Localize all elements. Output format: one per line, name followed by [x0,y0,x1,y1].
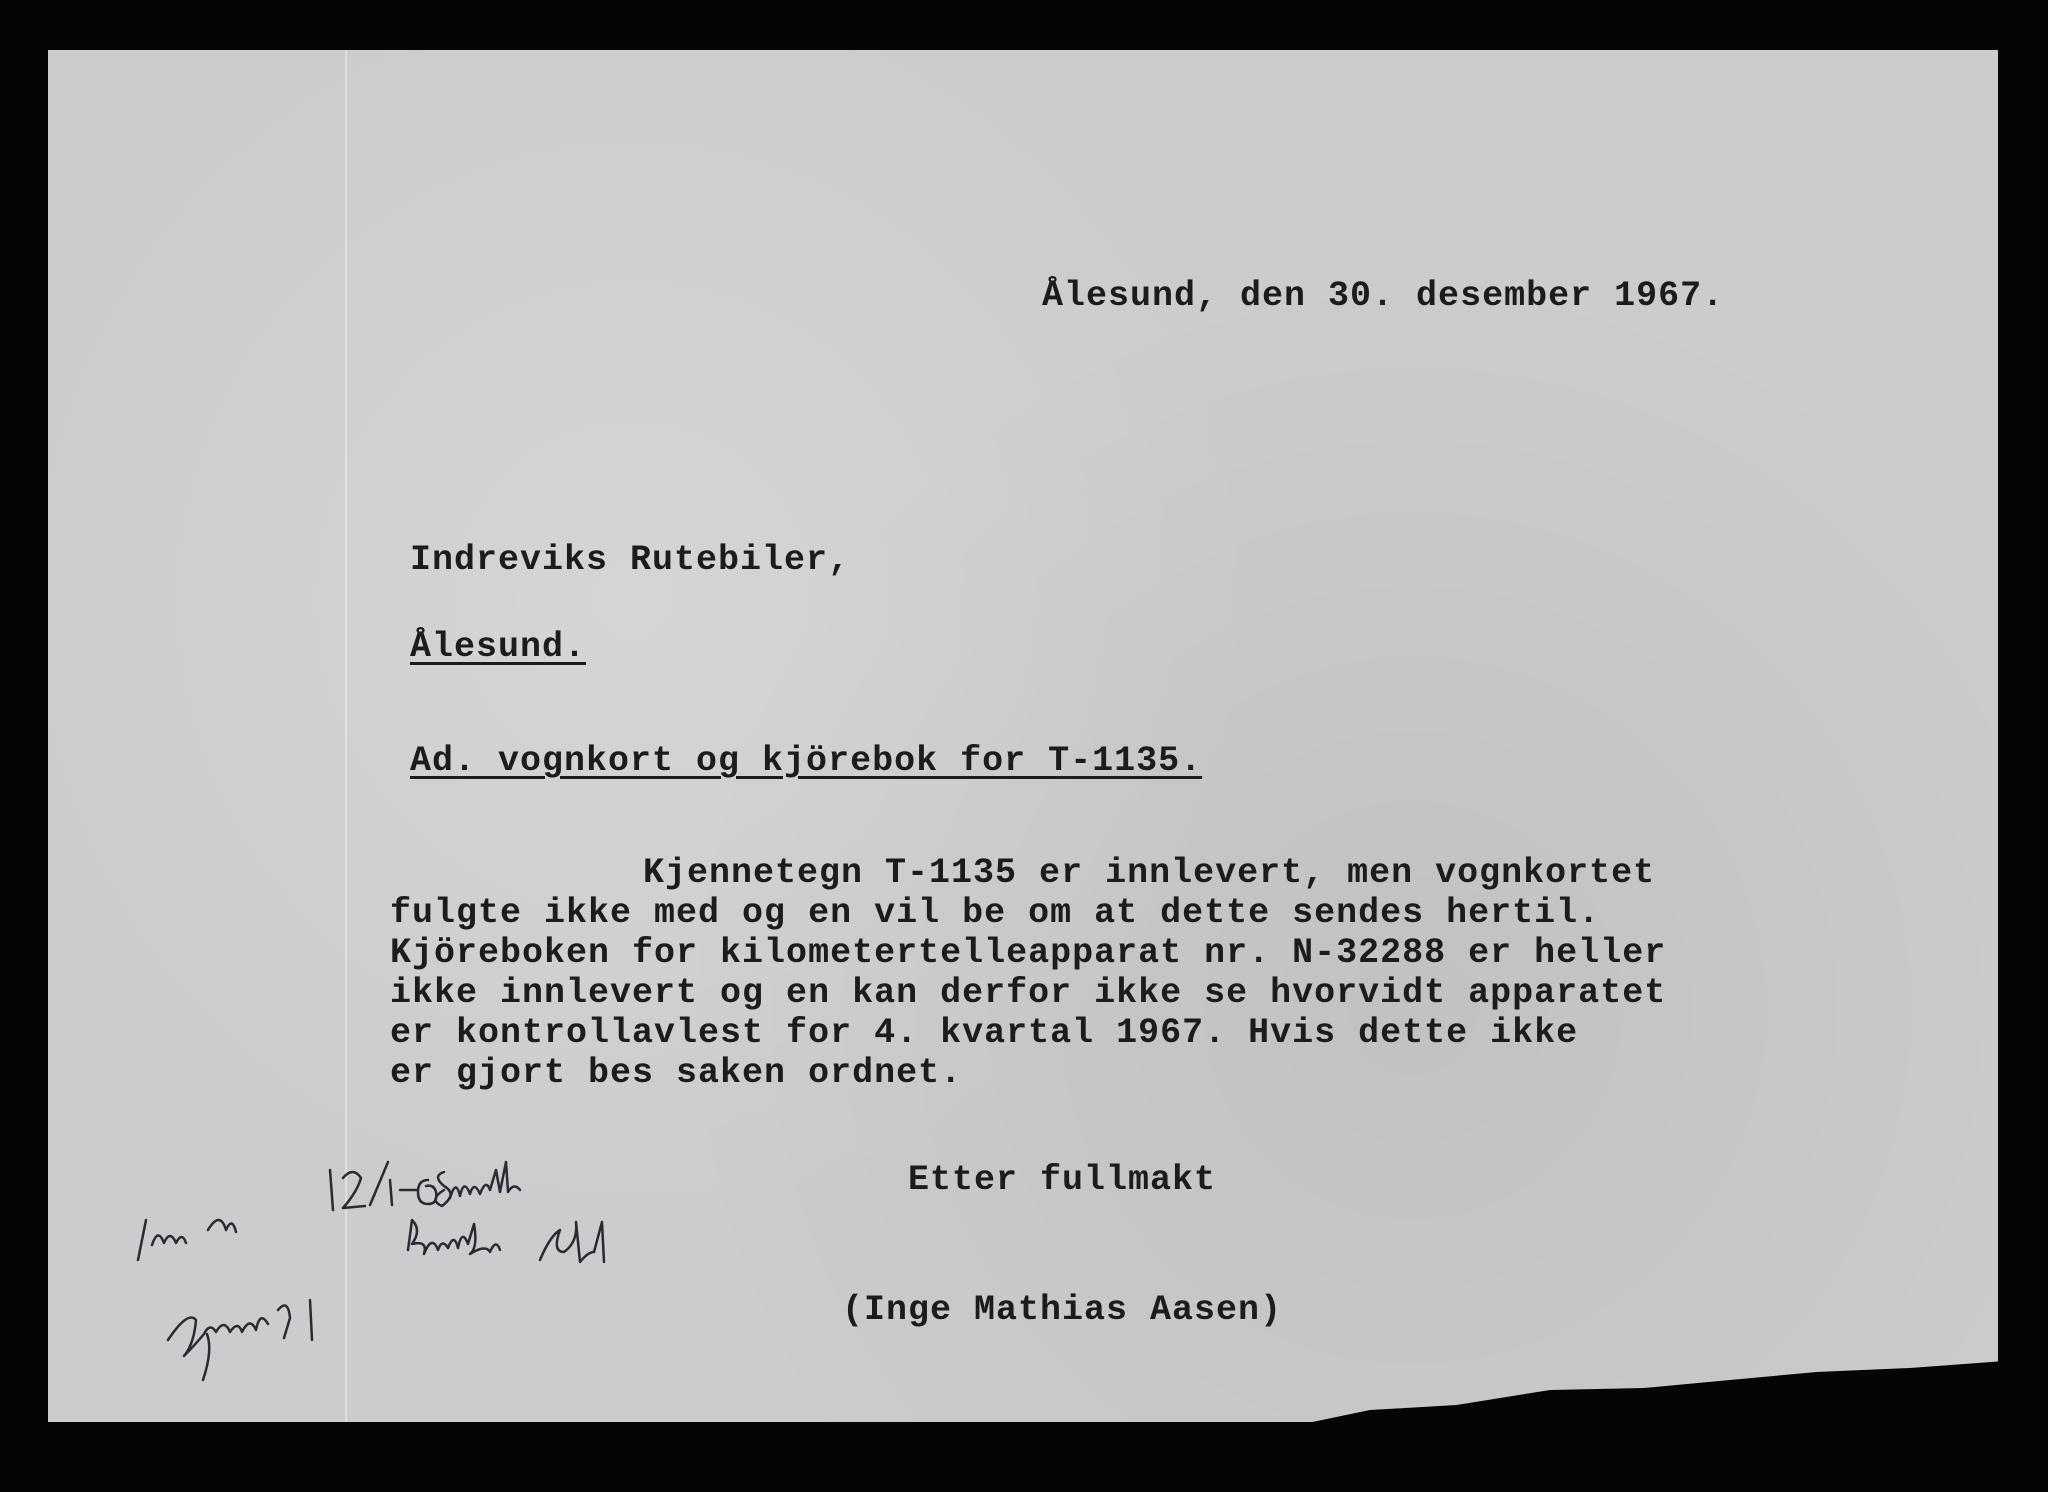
body-line: er kontrollavlest for 4. kvartal 1967. Hvis dette ikke [390,1013,1579,1053]
closing: Etter fullmakt [908,1160,1217,1200]
handwritten-note [48,50,1998,1422]
body-line: Kjöreboken for kilometertelleapparat nr. N-32288 er heller [390,933,1667,973]
recipient-name: Indreviks Rutebiler, [410,540,851,580]
body-line: ikke innlevert og en kan derfor ikke se hvorvidt apparatet [390,973,1667,1013]
signatory: (Inge Mathias Aasen) [842,1290,1283,1330]
subject-line: Ad. vognkort og kjörebok for T-1135. [410,741,1203,781]
body-line: er gjort bes saken ordnet. [390,1053,963,1093]
date-line: Ålesund, den 30. desember 1967. [1042,276,1725,316]
body-line: fulgte ikke med og en vil be om at dette sendes hertil. [390,893,1601,933]
body-line: Kjennetegn T-1135 er innlevert, men vognkortet [643,853,1656,893]
letter-paper [48,50,1998,1422]
recipient-city: Ålesund. [410,627,587,667]
